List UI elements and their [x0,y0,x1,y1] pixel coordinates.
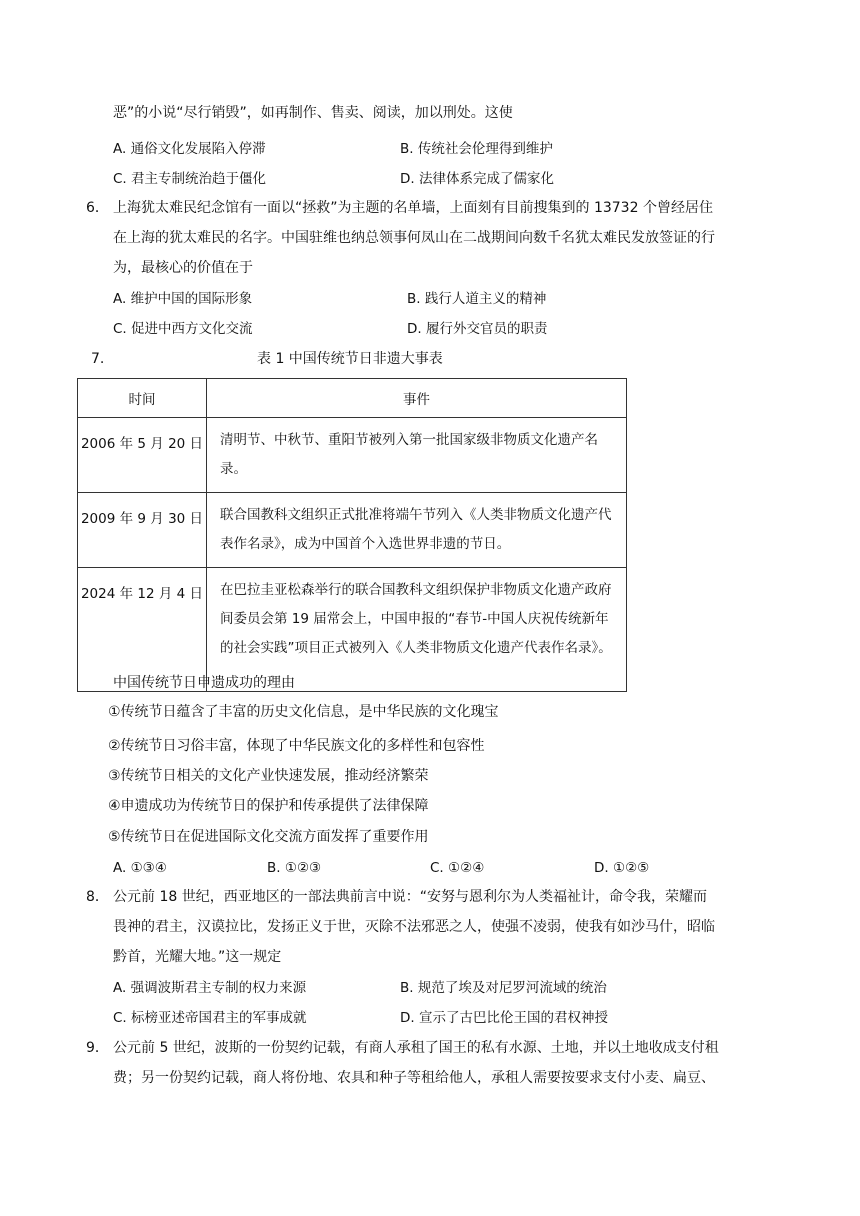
q7-statement-1: ①传统节日蕴含了丰富的历史文化信息，是中华民族的文化瑰宝 [108,704,499,720]
q8-option-d[interactable]: D. 宣示了古巴比伦王国的君权神授 [400,1010,608,1026]
events-table [77,378,627,692]
q8-option-a[interactable]: A. 强调波斯君主专制的权力来源 [113,980,307,996]
q5-option-d[interactable]: D. 法律体系完成了儒家化 [400,171,554,187]
q7-statement-3: ③传统节日相关的文化产业快速发展，推动经济繁荣 [108,768,429,784]
q8-stem-line-2: 畏神的君主，汉谟拉比，发扬正义于世，灭除不法邪恶之人，使强不凌弱，使我有如沙马什，昭临 [113,919,715,935]
table-header-event: 事件 [207,379,627,418]
q6-option-c[interactable]: C. 促进中西方文化交流 [113,321,253,337]
q7-statement-5: ⑤传统节日在促进国际文化交流方面发挥了重要作用 [108,829,429,845]
table-cell-event: 在巴拉圭亚松森举行的联合国教科文组织保护非物质文化遗产政府间委员会第 19 届常会上，中国申报的“春节-中国人庆祝传统新年的社会实践”项目正式被列入《人类非物质文化遗产代表作名录》。 [207,568,627,692]
q5-option-a[interactable]: A. 通俗文化发展陷入停滞 [113,141,266,157]
q6-number: 6． [86,200,109,216]
q9-number: 9． [86,1040,109,1056]
q7-option-c[interactable]: C. ①②④ [430,860,485,876]
table-row [78,418,627,493]
q6-stem-line-3: 为，最核心的价值在于 [113,260,253,276]
q6-option-d[interactable]: D. 履行外交官员的职责 [407,321,548,337]
q5-option-b[interactable]: B. 传统社会伦理得到维护 [400,141,553,157]
q7-option-a[interactable]: A. ①③④ [113,860,167,876]
table-cell-event: 清明节、中秋节、重阳节被列入第一批国家级非物质文化遗产名录。 [207,418,627,493]
table-row [78,493,627,568]
q5-option-c[interactable]: C. 君主专制统治趋于僵化 [113,171,267,187]
q5-stem-tail: 恶”的小说“尽行销毁”，如再制作、售卖、阅读，加以刑处。这使 [113,105,513,121]
q8-stem-line-1: 公元前 18 世纪，西亚地区的一部法典前言中说：“安努与恩利尔为人类福祉计，命令我，荣耀而 [113,889,707,905]
q6-option-a[interactable]: A. 维护中国的国际形象 [113,291,253,307]
q9-stem-line-2: 费；另一份契约记载，商人将份地、农具和种子等租给他人，承租人需要按要求支付小麦、扁豆、 [113,1070,715,1086]
table-cell-event: 联合国教科文组织正式批准将端午节列入《人类非物质文化遗产代表作名录》，成为中国首个入选世界非遗的节日。 [207,493,627,568]
table-cell-date: 2024 年 12 月 4 日 [78,568,207,692]
table-header-time: 时间 [78,379,207,418]
table-row [78,568,627,692]
q6-stem-line-2: 在上海的犹太难民的名字。中国驻维也纳总领事何凤山在二战期间向数千名犹太难民发放签证的行 [113,230,715,246]
table-header-row [78,379,627,418]
q8-option-b[interactable]: B. 规范了埃及对尼罗河流域的统治 [400,980,607,996]
q7-prompt: 中国传统节日申遗成功的理由 [113,675,295,691]
q7-option-b[interactable]: B. ①②③ [267,860,322,876]
q7-statement-4: ④申遗成功为传统节日的保护和传承提供了法律保障 [108,798,429,814]
q8-number: 8． [86,889,109,905]
q6-stem-line-1: 上海犹太难民纪念馆有一面以“拯救”为主题的名单墙，上面刻有目前搜集到的 13732 个曾经居住 [113,200,713,216]
q8-option-c[interactable]: C. 标榜亚述帝国君主的军事成就 [113,1010,307,1026]
q7-table-caption: 表 1 中国传统节日非遗大事表 [257,351,443,367]
q8-stem-line-3: 黔首，光耀大地。”这一规定 [113,949,282,965]
table-cell-date: 2006 年 5 月 20 日 [78,418,207,493]
q7-number: 7. [91,351,105,367]
table-cell-date: 2009 年 9 月 30 日 [78,493,207,568]
q7-option-d[interactable]: D. ①②⑤ [594,860,650,876]
q9-stem-line-1: 公元前 5 世纪，波斯的一份契约记载，有商人承租了国王的私有水源、土地，并以土地收成支付租 [113,1040,719,1056]
q6-option-b[interactable]: B. 践行人道主义的精神 [407,291,547,307]
q7-statement-2: ②传统节日习俗丰富，体现了中华民族文化的多样性和包容性 [108,738,485,754]
